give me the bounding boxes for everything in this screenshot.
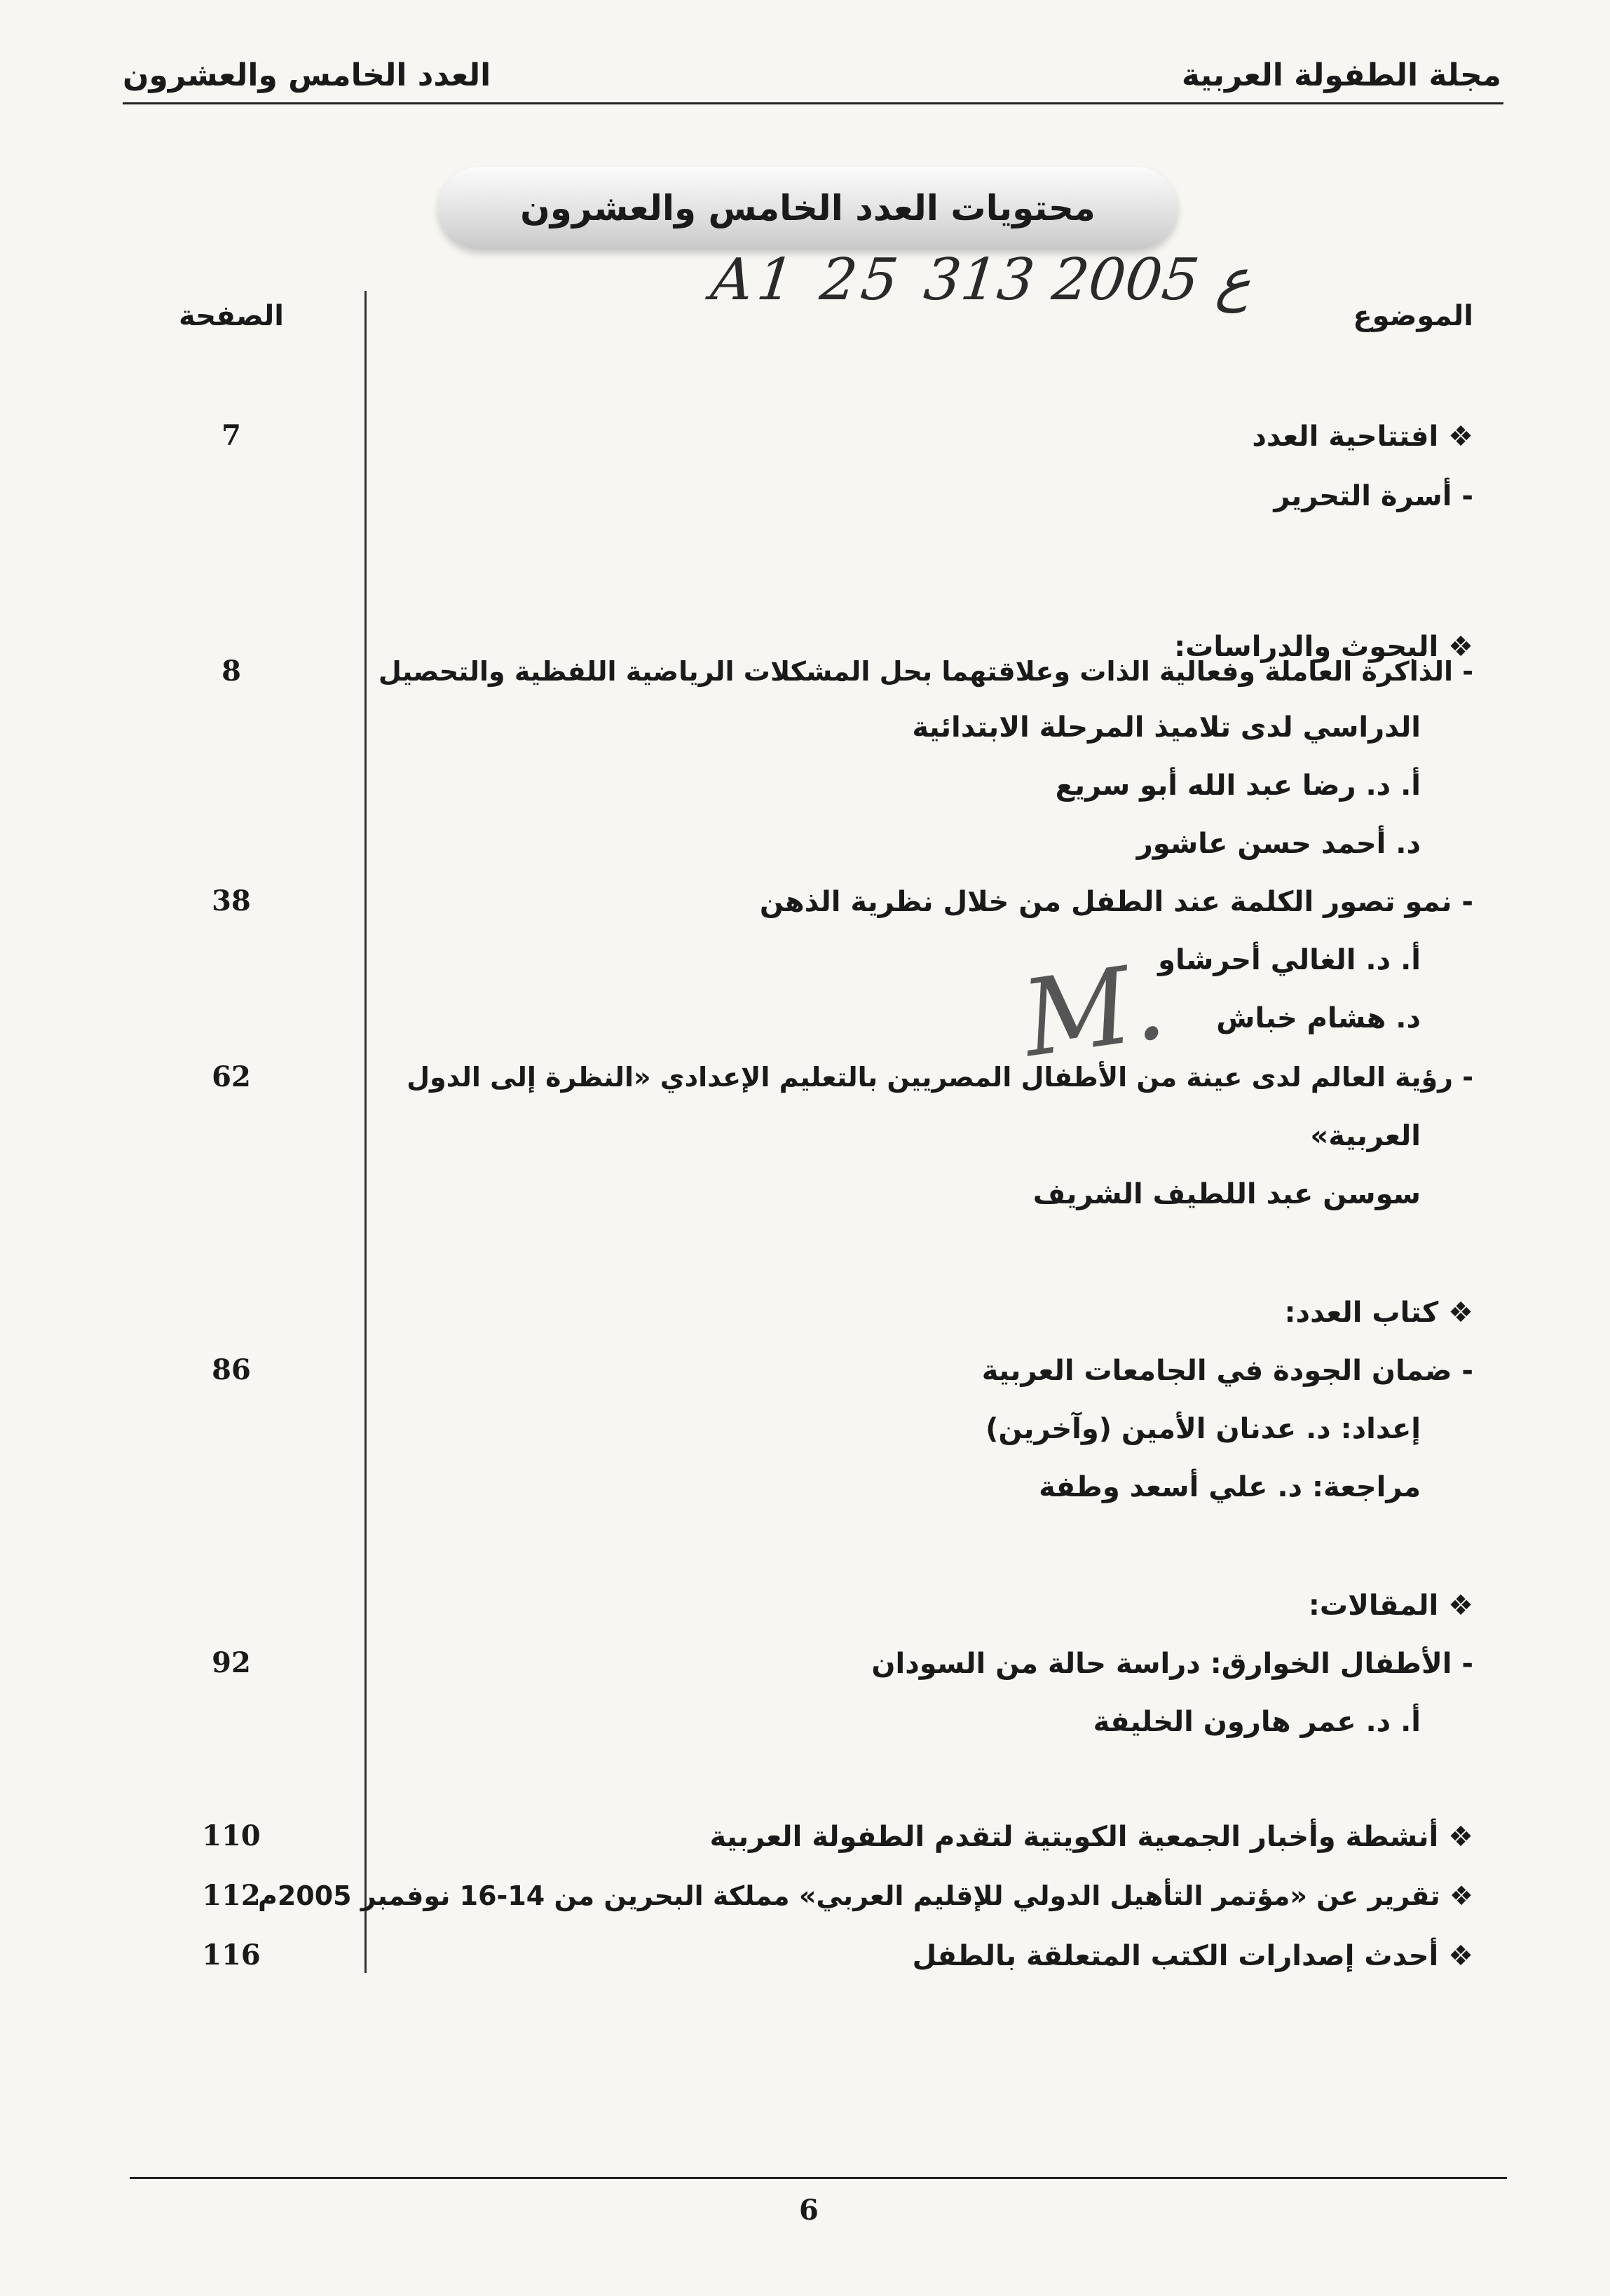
column-header-page: الصفحة xyxy=(179,300,285,332)
article-1-title-cont: الدراسي لدى تلاميذ المرحلة الابتدائية xyxy=(912,711,1421,744)
article-3-author-1: سوسن عبد اللطيف الشريف xyxy=(1032,1178,1421,1210)
articles-author: أ. د. عمر هارون الخليفة xyxy=(1093,1706,1421,1738)
editorial-author: - أسرة التحرير xyxy=(1274,480,1473,512)
page-ref-activities: 110 xyxy=(202,1819,261,1852)
page-ref-publications: 116 xyxy=(202,1939,261,1972)
article-3-title-cont: العربية» xyxy=(1310,1120,1421,1152)
book-title: - ضمان الجودة في الجامعات العربية xyxy=(981,1355,1473,1387)
article-1-author-1: أ. د. رضا عبد الله أبو سريع xyxy=(1055,770,1421,802)
page-ref-report: 112 xyxy=(202,1879,261,1912)
article-2-title: - نمو تصور الكلمة عند الطفل من خلال نظرية الذهن xyxy=(759,886,1473,918)
page-title: محتويات العدد الخامس والعشرون xyxy=(438,167,1178,250)
footer-rule xyxy=(130,2177,1507,2179)
extra-report: ❖ تقرير عن «مؤتمر التأهيل الدولي للإقليم العربي» مملكة البحرين من 14-16 نوفمبر 2005م xyxy=(257,1880,1473,1911)
issue-label: العدد الخامس والعشرون xyxy=(123,57,491,93)
article-1-title: - الذاكرة العاملة وفعالية الذات وعلاقتهما بحل المشكلات الرياضية اللفظية والتحصيل xyxy=(378,656,1473,687)
journal-name: مجلة الطفولة العربية xyxy=(1181,57,1501,93)
page-ref-editorial: 7 xyxy=(221,419,241,452)
handwritten-note: A1 25 ع 2005 313 xyxy=(708,247,1255,313)
section-heading-editorial: ❖ افتتاحية العدد xyxy=(1252,421,1473,453)
page-ref-article-2: 38 xyxy=(212,884,251,917)
article-3-title: - رؤية العالم لدى عينة من الأطفال المصريين بالتعليم الإعدادي «النظرة إلى الدول xyxy=(407,1062,1473,1093)
header-rule xyxy=(123,102,1503,104)
book-prepared-by: إعداد: د. عدنان الأمين (وآخرين) xyxy=(985,1413,1421,1445)
section-heading-research: ❖ البحوث والدراسات: xyxy=(1174,631,1473,663)
article-2-author-1: أ. د. الغالي أحرشاو xyxy=(1158,944,1421,976)
handwritten-initials: M. xyxy=(1015,940,1173,1081)
articles-title: - الأطفال الخوارق: دراسة حالة من السودان xyxy=(871,1648,1473,1680)
extra-publications: ❖ أحدث إصدارات الكتب المتعلقة بالطفل xyxy=(912,1940,1473,1972)
section-heading-book: ❖ كتاب العدد: xyxy=(1284,1297,1473,1329)
section-heading-articles: ❖ المقالات: xyxy=(1308,1590,1473,1622)
column-header-subject: الموضوع xyxy=(1353,300,1473,332)
page-number: 6 xyxy=(799,2194,819,2227)
extra-activities: ❖ أنشطة وأخبار الجمعية الكويتية لتقدم الطفولة العربية xyxy=(709,1821,1473,1853)
page-ref-book: 86 xyxy=(212,1353,251,1386)
page-ref-articles: 92 xyxy=(212,1646,251,1679)
book-reviewed-by: مراجعة: د. علي أسعد وطفة xyxy=(1039,1471,1421,1503)
article-2-author-2: د. هشام خباش xyxy=(1216,1002,1421,1034)
page-ref-article-3: 62 xyxy=(212,1060,251,1093)
article-1-author-2: د. أحمد حسن عاشور xyxy=(1136,828,1421,860)
page-ref-article-1: 8 xyxy=(221,655,241,688)
